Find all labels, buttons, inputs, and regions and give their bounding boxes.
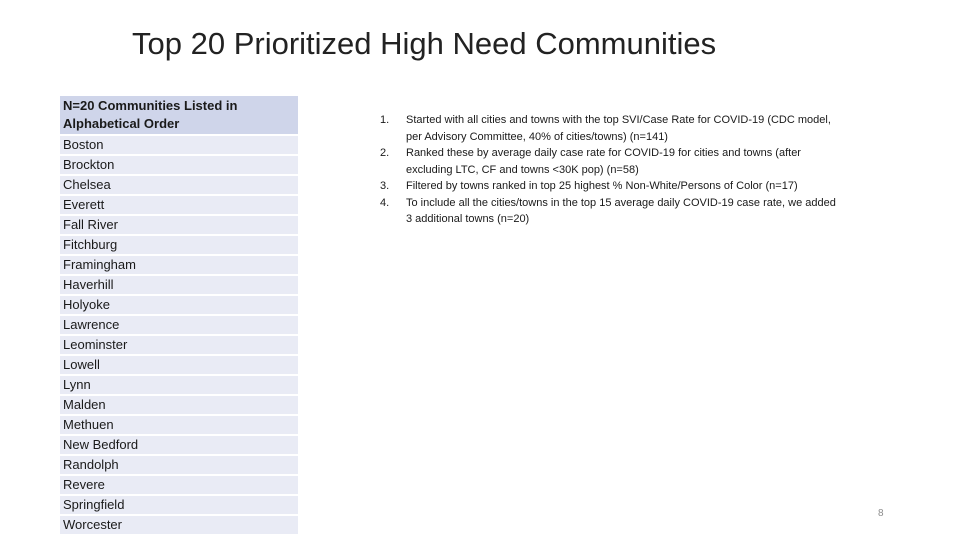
table-row (60, 135, 298, 155)
community-name: Methuen (60, 415, 298, 435)
table-header-cell: N=20 Communities Listed in Alphabetical Order (60, 96, 298, 135)
table-row (60, 355, 298, 375)
table-row (60, 175, 298, 195)
step-item (380, 178, 840, 195)
table-row (60, 195, 298, 215)
community-name: Fall River (60, 215, 298, 235)
step-number: 4. (380, 196, 390, 209)
community-name: Chelsea (60, 175, 298, 195)
community-name: Worcester (60, 515, 298, 535)
community-name: Everett (60, 195, 298, 215)
methodology-steps (380, 112, 840, 228)
step-number: 3. (380, 180, 390, 192)
step-number: 2. (380, 147, 390, 159)
step-number: 1. (380, 114, 390, 126)
table-row (60, 395, 298, 415)
community-name: Lowell (60, 355, 298, 375)
community-name: Boston (60, 135, 298, 155)
table-row (60, 515, 298, 535)
table-row (60, 455, 298, 475)
community-name: Lynn (60, 375, 298, 395)
community-name: Fitchburg (60, 235, 298, 255)
communities-table (60, 96, 298, 536)
community-name: Framingham (60, 255, 298, 275)
table-row (60, 255, 298, 275)
step-text: Filtered by towns ranked in top 25 highest % Non-White/Persons of Color (n=17) (406, 180, 798, 192)
community-name: Springfield (60, 495, 298, 515)
page-number: 8 (878, 508, 884, 519)
table-row (60, 495, 298, 515)
community-name: Brockton (60, 155, 298, 175)
table-row (60, 315, 298, 335)
community-name: Malden (60, 395, 298, 415)
step-text: Ranked these by average daily case rate for COVID-19 for cities and towns (after excluding LTC, CF and towns <30K pop) (n=58) (406, 147, 801, 176)
step-text: To include all the cities/towns in the top 15 average daily COVID-19 case rate, we added 3 additional towns (n=20) (406, 196, 836, 225)
community-name: Haverhill (60, 275, 298, 295)
step-item (380, 195, 840, 228)
table-row (60, 155, 298, 175)
table-row (60, 415, 298, 435)
step-item (380, 145, 840, 178)
step-text: Started with all cities and towns with the top SVI/Case Rate for COVID-19 (CDC model, per Advisory Committee, 40% of cities/towns) (n=141) (406, 114, 831, 143)
community-name: Revere (60, 475, 298, 495)
community-name: Holyoke (60, 295, 298, 315)
table-row (60, 295, 298, 315)
table-header-row (60, 96, 298, 135)
table-row (60, 475, 298, 495)
community-name: Lawrence (60, 315, 298, 335)
community-name: New Bedford (60, 435, 298, 455)
table-row (60, 435, 298, 455)
slide-title: Top 20 Prioritized High Need Communities (132, 26, 717, 61)
community-name: Leominster (60, 335, 298, 355)
table-row (60, 275, 298, 295)
table-row (60, 375, 298, 395)
table-row (60, 235, 298, 255)
step-item (380, 112, 840, 145)
table-row (60, 215, 298, 235)
community-name: Randolph (60, 455, 298, 475)
table-row (60, 335, 298, 355)
